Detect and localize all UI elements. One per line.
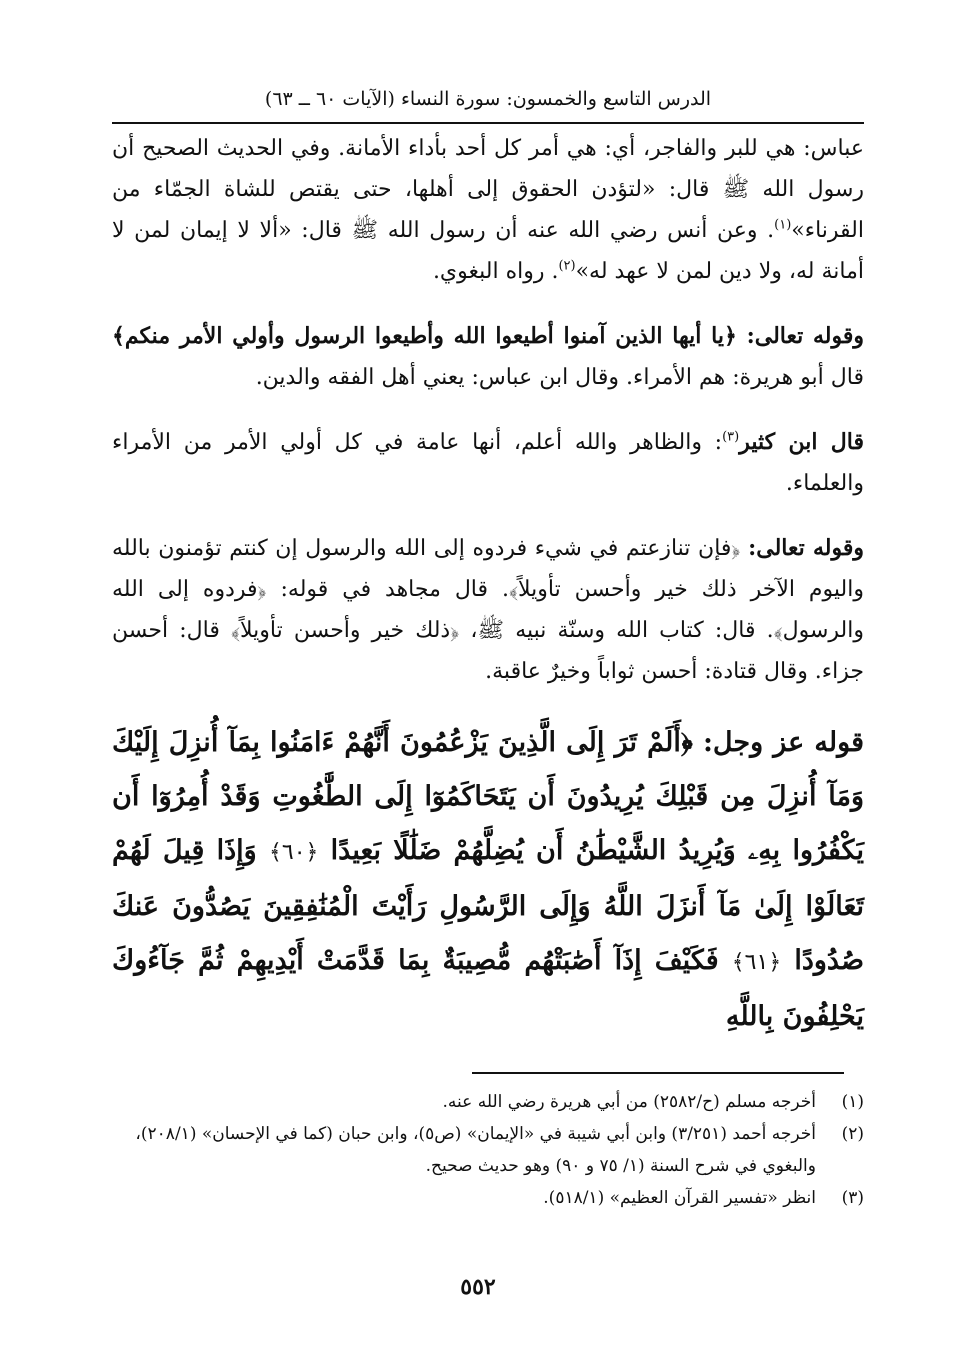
verse-quote: ﴿يا أيها الذين آمنوا أطيعوا الله وأطيعوا الرسول وأولي الأمر منكم﴾: [112, 323, 747, 349]
footnote-text: أخرجه أحمد (٣/٢٥١) وابن أبي شيبة في «الإيمان» (ص٥)، وابن حبان (كما في الإحسان» (٢٠٨/١)، والبغوي في شرح السنة (١/ ٧٥ و ٩٠) وهو حديث صحيح.: [135, 1124, 816, 1176]
footnote-ref-3[interactable]: (٣): [722, 429, 740, 445]
paragraph-text: عباس: هي للبر والفاجر، أي: هي أمر كل أحد بأداء الأمانة. وفي الحديث الصحيح أن رسول الله ﷺ قال: «لتؤدن الحقوق إلى أهلها، حتى يقتص للشاة الجمّاء من القرناء»: [112, 136, 864, 243]
ayah-number-61: ﴿٦١﴾: [731, 950, 782, 975]
footnote-number: (٢): [841, 1124, 864, 1144]
paragraph-text: . قال مجاهد في قوله: ﴿فردوه إلى الله والرسول﴾. قال: كتاب الله وسنّة نبيه ﷺ، ﴿ذلك خير وأحسن تأويلاً﴾ قال: أحسن جزاء. وقال قتادة: أحسن ثواباً وخيرٌ عاقبة.: [112, 577, 864, 684]
running-header: الدرس التاسع والخمسون: سورة النساء (الآيات ٦٠ ــ ٦٣): [264, 88, 712, 110]
paragraph-lead: وقوله تعالى:: [748, 535, 865, 561]
paragraph-hadith: [112, 128, 864, 292]
paragraph-text: . رواه البغوي.: [432, 259, 559, 284]
paragraph-text: قال أبو هريرة: هم الأمراء. وقال ابن عباس: يعني أهل الفقه والدين.: [255, 365, 864, 390]
footnote-text: أخرجه مسلم (ح/٢٥٨٢) من أبي هريرة رضي الله عنه.: [442, 1092, 816, 1112]
footnote-3: [112, 1182, 864, 1214]
quran-lead: قوله عز وجل:: [702, 727, 864, 758]
quran-passage: [112, 716, 864, 1044]
paragraph-dispute: [112, 528, 864, 692]
footnote-ref-2[interactable]: (٢): [558, 258, 576, 274]
ayah-number-60: ﴿٦٠﴾: [268, 840, 319, 865]
footnotes: [112, 1086, 864, 1214]
main-text: [112, 128, 864, 1068]
verse-quote: ﴿فإن تنازعتم في شيء فردوه إلى الله والرسول إن كنتم تؤمنون بالله واليوم الآخر ذلك خير وأحسن تأويلاً﴾: [112, 536, 864, 602]
paragraph-text: : والظاهر والله أعلم، أنها عامة في كل أولي الأمر من الأمراء والعلماء.: [112, 430, 864, 496]
quran-text: وَإِذَا قِيلَ لَهُمْ تَعَالَوْا إِلَىٰ مَآ أَنزَلَ اللَّهُ وَإِلَى الرَّسُولِ رَأَيْتَ الْمُنَٰفِقِينَ يَصُدُّونَ عَنكَ صُدُودًا: [112, 835, 864, 976]
footnote-1: [112, 1086, 864, 1118]
paragraph-lead: قال ابن كثير: [739, 429, 864, 455]
footnote-divider: [472, 1072, 844, 1074]
footnote-number: (٣): [841, 1188, 864, 1208]
footnote-text: انظر «تفسير القرآن العظيم» (٥١٨/١).: [543, 1188, 816, 1208]
quran-text: ﴿أَلَمْ تَرَ إِلَى الَّذِينَ يَزْعُمُونَ أَنَّهُمْ ءَامَنُوا بِمَآ أُنزِلَ إِلَيْكَ وَمَآ أُنزِلَ مِن قَبْلِكَ يُرِيدُونَ أَن يَتَحَاكَمُوٓا إِلَى الطَّٰغُوتِ وَقَدْ أُمِرُوٓا أَن يَكْفُرُوا بِهِۦ وَيُرِيدُ الشَّيْطَٰنُ أَن يُضِلَّهُمْ ضَلَٰلًا بَعِيدًا: [112, 727, 864, 866]
paragraph-obedience: [112, 316, 864, 398]
page-number: ٥٥٢: [460, 1274, 496, 1300]
header-divider: [112, 122, 864, 124]
quran-text: فَكَيْفَ إِذَآ أَصَٰبَتْهُم مُّصِيبَةٌ بِمَا قَدَّمَتْ أَيْدِيهِمْ ثُمَّ جَآءُوكَ يَحْلِفُونَ بِاللَّهِ: [112, 945, 864, 1032]
paragraph-ibn-kathir: [112, 422, 864, 504]
paragraph-lead: وقوله تعالى:: [746, 323, 865, 349]
footnote-ref-1[interactable]: (١): [774, 217, 792, 233]
paragraph-text: . وعن أنس رضي الله عنه أن رسول الله ﷺ قال: «ألا لا إيمان لمن لا أمانة له، ولا دين لمن لا عهد له»: [112, 218, 864, 284]
footnote-number: (١): [841, 1092, 864, 1112]
footnote-2: [112, 1118, 864, 1182]
